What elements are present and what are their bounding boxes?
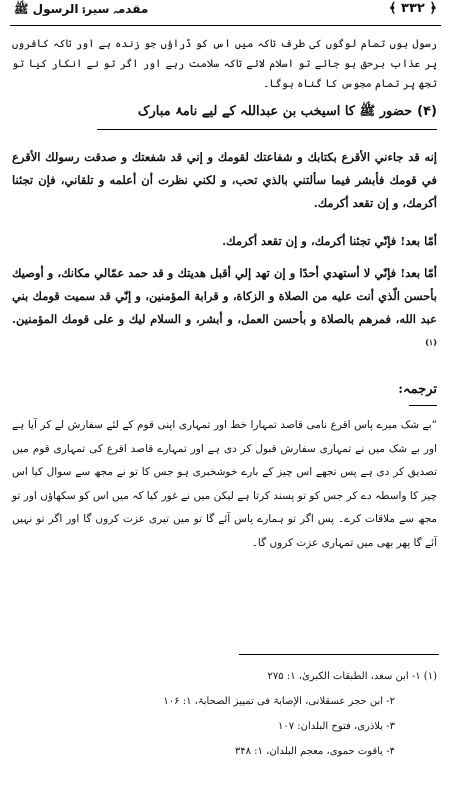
- arabic-paragraph-3-text: أمّا بعد! فإنّي لا أستهدي أحدًا و إن تهد إلي أقبل هديتك و قد حمد عمّالي مكانك، و أوصيك بأحسن الّذي أنت عليه من الصلاة و الزكاة، و قرابة المؤمنين، و إنّي قد سميت قومك بني عبد الله، فمرهم بالصلاة و بأحسن العمل، و أبشر، و السلام ليك و على قومك المؤمنين.: [12, 266, 437, 326]
- translation-label-underline: [409, 405, 437, 406]
- footnotes: [12, 664, 437, 764]
- section-number: (۴): [417, 104, 437, 119]
- footnote-item: ۲- ابن حجر عسقلانی، الإصابۃ فی تمییز الصحابۃ، ۱: ۱۰۶: [163, 696, 395, 707]
- arabic-paragraph-1: إنه قد جاءني الأقرع بكتابك و شفاعتك لقومك و إني قد شفعتك و صدقت رسولك الأقرع في قومك فأبشر فيما سألتني بالذي تحب، و لكني نظرت أن أعلمه و تلقاني، فإن تجئنا أكرمك، و إن تقعد أكرمك.: [12, 150, 437, 210]
- section-title: حضور ﷺ کا اسیخب بن عبداللہ کے لیے نامۂ مبارک: [137, 104, 413, 119]
- arabic-paragraph-3: [12, 262, 437, 358]
- footnote-item: ۳- بلاذری، فتوح البلدان: ۱۰۷: [278, 721, 395, 732]
- footnote-reference: (۱): [425, 337, 437, 347]
- running-title: مقدمہ سیرۃ الرسول ﷺ: [14, 2, 149, 16]
- intro-paragraph: رسول ہوں تمام لوگوں کی طرف تاکہ میں اس کو ڈراؤں جو زندہ ہے اور تاکہ کافروں پر عذاب برحق ہو جائے تو اسلام لائے تاکہ سلامت رہے اور اگر تو نے انکار کیا تو تجھ پر تمام مجوس کا گناہ ہوگا۔: [12, 38, 437, 90]
- page-header: [0, 0, 451, 24]
- footnote-divider: [239, 654, 439, 655]
- section-underline: [97, 129, 437, 130]
- translation-label: ترجمہ:: [398, 382, 437, 397]
- section-heading: [12, 100, 437, 130]
- translation-paragraph: ”بے شک میرے پاس اقرع نامی قاصد تمہارا خط اور تمہاری اپنی قوم کے لئے سفارش لے کر آیا ہے اور بے شک میں نے تمہاری سفارش قبول کر دی ہے اور تمہارے قاصد اقرع کی تمہاری قوم میں تصدیق کر دی ہے پس تجھے اس چیز کے بارے خوشخبری ہو جس کا تو نے مجھ سے سوال کیا اس چیز کا واسطہ دے کر جس کو تو پسند کرتا ہے لیکن میں نے غور کیا کہ میں اس کو سکھاؤں اور تو مجھ سے ملاقات کرے۔ پس اگر تو ہمارے پاس آئے گا تو میں تیری عزت کروں گا اور اگر تو نہیں آئے گا پھر بھی میں تمہاری عزت کروں گا۔: [12, 419, 437, 549]
- arabic-paragraph-2: أمّا بعد! فإنّي تجئنا أكرمك، و إن تقعد أكرمك.: [222, 234, 437, 248]
- footnote-item: (۱) ۱- ابن سعد، الطبقات الکبریٰ، ۱: ۲۷۵: [267, 671, 437, 682]
- header-divider: [10, 25, 441, 26]
- footnote-item: ۴- یاقوت حموی، معجم البلدان، ۱: ۳۴۸: [234, 746, 395, 757]
- page-number: ﴿ ۳۳۲ ﴾: [388, 1, 437, 16]
